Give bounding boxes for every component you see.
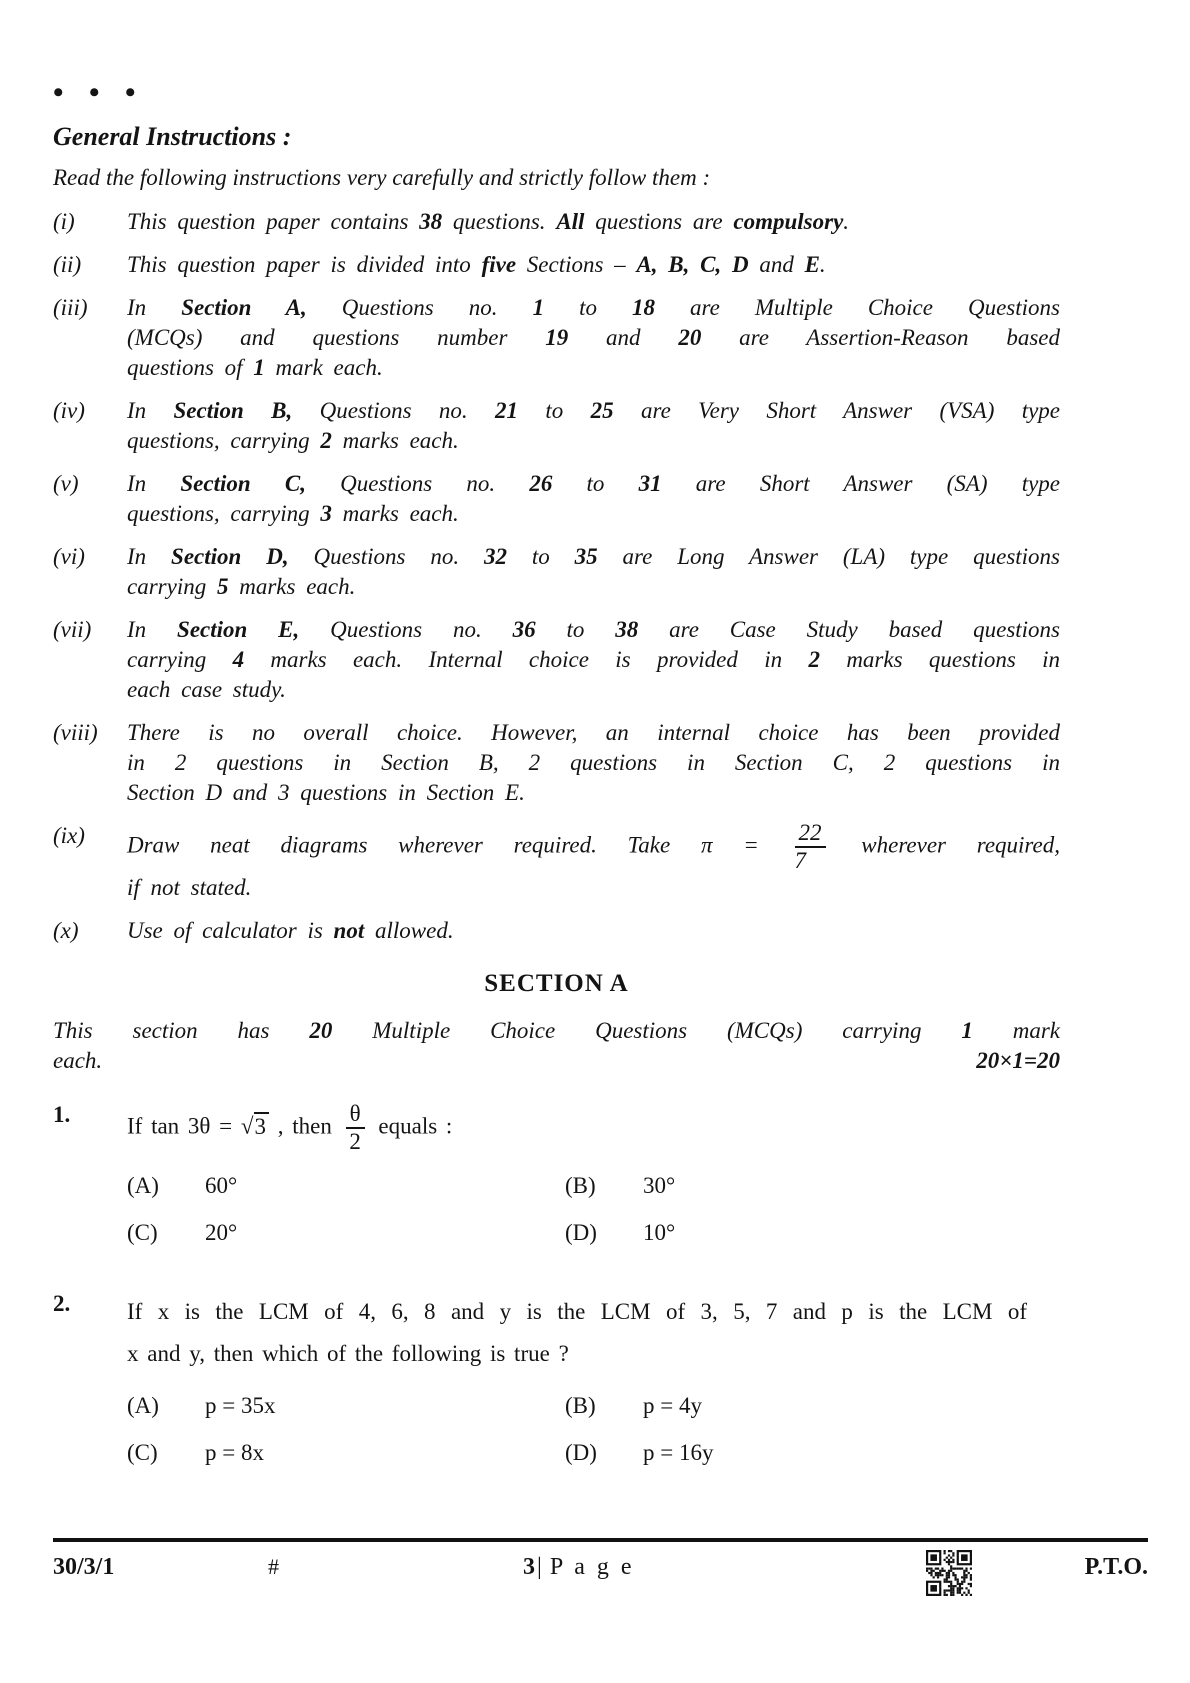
fraction: $\frac{\theta}{2}$	[346, 1102, 365, 1154]
option-value: 60°	[205, 1172, 238, 1198]
question-text: If x is the LCM of 4, 6, 8 and y is the LCM of 3, 5, 7 and p is the LCM of x and y, then which of the following is true ?	[127, 1298, 1027, 1366]
marks-total: 20×1=20	[976, 1048, 1060, 1074]
instruction-number: (ix)	[53, 823, 85, 848]
instruction-number: (vi)	[53, 544, 85, 569]
instruction-number: (v)	[53, 471, 79, 496]
questions	[53, 1102, 1060, 1484]
question	[53, 1102, 1060, 1264]
corner-dots-icon: • • •	[53, 76, 145, 109]
instruction-item	[53, 207, 1060, 237]
instruction-text: In Section B, Questions no. 21 to 25 are Very Short Answer (VSA) type questions, carrying 2 marks each.	[127, 398, 1061, 453]
page-footer	[53, 1538, 1148, 1612]
instruction-item	[53, 293, 1060, 383]
instruction-text: In Section A, Questions no. 1 to 18 are Multiple Choice Questions (MCQs) and questions number 19 and 20 are Assertion-Reason based questions of 1 mark each.	[127, 295, 1060, 380]
instruction-number: (ii)	[53, 252, 82, 277]
option-label: (A)	[127, 1172, 159, 1198]
instruction-number: (x)	[53, 918, 79, 944]
question-text: If tan 3θ = √3 , then $\frac{\theta}{2}$ equals :	[127, 1101, 453, 1155]
option	[565, 1171, 1060, 1201]
instruction-text: In Section D, Questions no. 32 to 35 are Long Answer (LA) type questions carrying 5 marks each.	[127, 544, 1061, 599]
option-value: p = 16y	[643, 1439, 714, 1465]
instructions-subtitle: Read the following instructions very carefully and strictly follow them :	[53, 165, 711, 190]
option	[127, 1218, 565, 1248]
section-intro-text: This section has 20 Multiple Choice Questions (MCQs) carrying 1 mark each.	[53, 1018, 1060, 1074]
option-value: p = 8x	[205, 1439, 264, 1465]
instruction-number: (vii)	[53, 617, 92, 642]
instruction-text: Draw neat diagrams wherever required. Take π = $\frac{22}{7}$ wherever required, if not stated.	[127, 820, 1060, 901]
page-number: 3	[523, 1554, 535, 1580]
instruction-item	[53, 615, 1060, 705]
page-indicator	[523, 1554, 635, 1581]
pto-label: P.T.O.	[1084, 1554, 1148, 1580]
option-label: (B)	[565, 1392, 596, 1418]
instruction-number: (viii)	[53, 720, 98, 745]
option-label: (A)	[127, 1392, 159, 1418]
option	[127, 1438, 565, 1468]
option-value: 30°	[643, 1172, 676, 1198]
instruction-item	[53, 396, 1060, 456]
instruction-item	[53, 821, 1060, 903]
option	[565, 1391, 1060, 1421]
option-value: 10°	[643, 1219, 676, 1245]
question-number: 2.	[53, 1290, 71, 1316]
option-label: (B)	[565, 1172, 596, 1198]
footer-row	[53, 1542, 1148, 1612]
options	[127, 1391, 1060, 1468]
option-value: 20°	[205, 1219, 238, 1245]
instruction-number: (i)	[53, 209, 75, 234]
instruction-number: (iii)	[53, 295, 88, 320]
instruction-item	[53, 469, 1060, 529]
qr-code-icon	[926, 1550, 972, 1600]
option	[565, 1218, 1060, 1248]
option-label: (C)	[127, 1219, 158, 1245]
option-label: (D)	[565, 1439, 597, 1465]
instruction-item	[53, 718, 1060, 808]
instructions-list	[53, 207, 1060, 946]
option-value: p = 35x	[205, 1392, 276, 1418]
option-label: (C)	[127, 1439, 158, 1465]
fraction: $\frac{22}{7}$	[795, 821, 826, 873]
hash-mark: #	[268, 1554, 279, 1579]
option-value: p = 4y	[643, 1392, 702, 1418]
instruction-item	[53, 916, 1060, 946]
section-a-intro	[53, 1016, 1060, 1076]
instruction-text: In Section E, Questions no. 36 to 38 are Case Study based questions carrying 4 marks each. Internal choice is provided in 2 marks questions in each case study.	[127, 617, 1061, 702]
instruction-text: Use of calculator is not allowed.	[127, 918, 454, 944]
instruction-number: (iv)	[53, 398, 85, 423]
options	[127, 1171, 1060, 1248]
paper-code: 30/3/1	[53, 1554, 115, 1580]
instruction-text: There is no overall choice. However, an internal choice has been provided in 2 questions in Section B, 2 questions in Section C, 2 questions in Section D and 3 questions in Section E.	[127, 720, 1060, 805]
instruction-item	[53, 542, 1060, 602]
square-root: √3	[241, 1112, 269, 1139]
instruction-text: This question paper is divided into five Sections – A, B, C, D and E.	[127, 252, 826, 277]
question	[53, 1291, 1060, 1485]
option	[565, 1438, 1060, 1468]
option	[127, 1391, 565, 1421]
question-number: 1.	[53, 1102, 71, 1128]
instruction-text: In Section C, Questions no. 26 to 31 are Short Answer (SA) type questions, carrying 3 marks each.	[127, 471, 1061, 526]
page-word: P a g e	[549, 1554, 635, 1580]
section-a-heading: SECTION A	[484, 970, 629, 998]
option-label: (D)	[565, 1219, 597, 1245]
general-instructions-title: General Instructions :	[53, 122, 292, 151]
page-separator: |	[537, 1554, 542, 1580]
instruction-item	[53, 250, 1060, 280]
option	[127, 1171, 565, 1201]
page-content	[53, 76, 1061, 1485]
instruction-text: This question paper contains 38 questions. All questions are compulsory.	[127, 209, 850, 234]
